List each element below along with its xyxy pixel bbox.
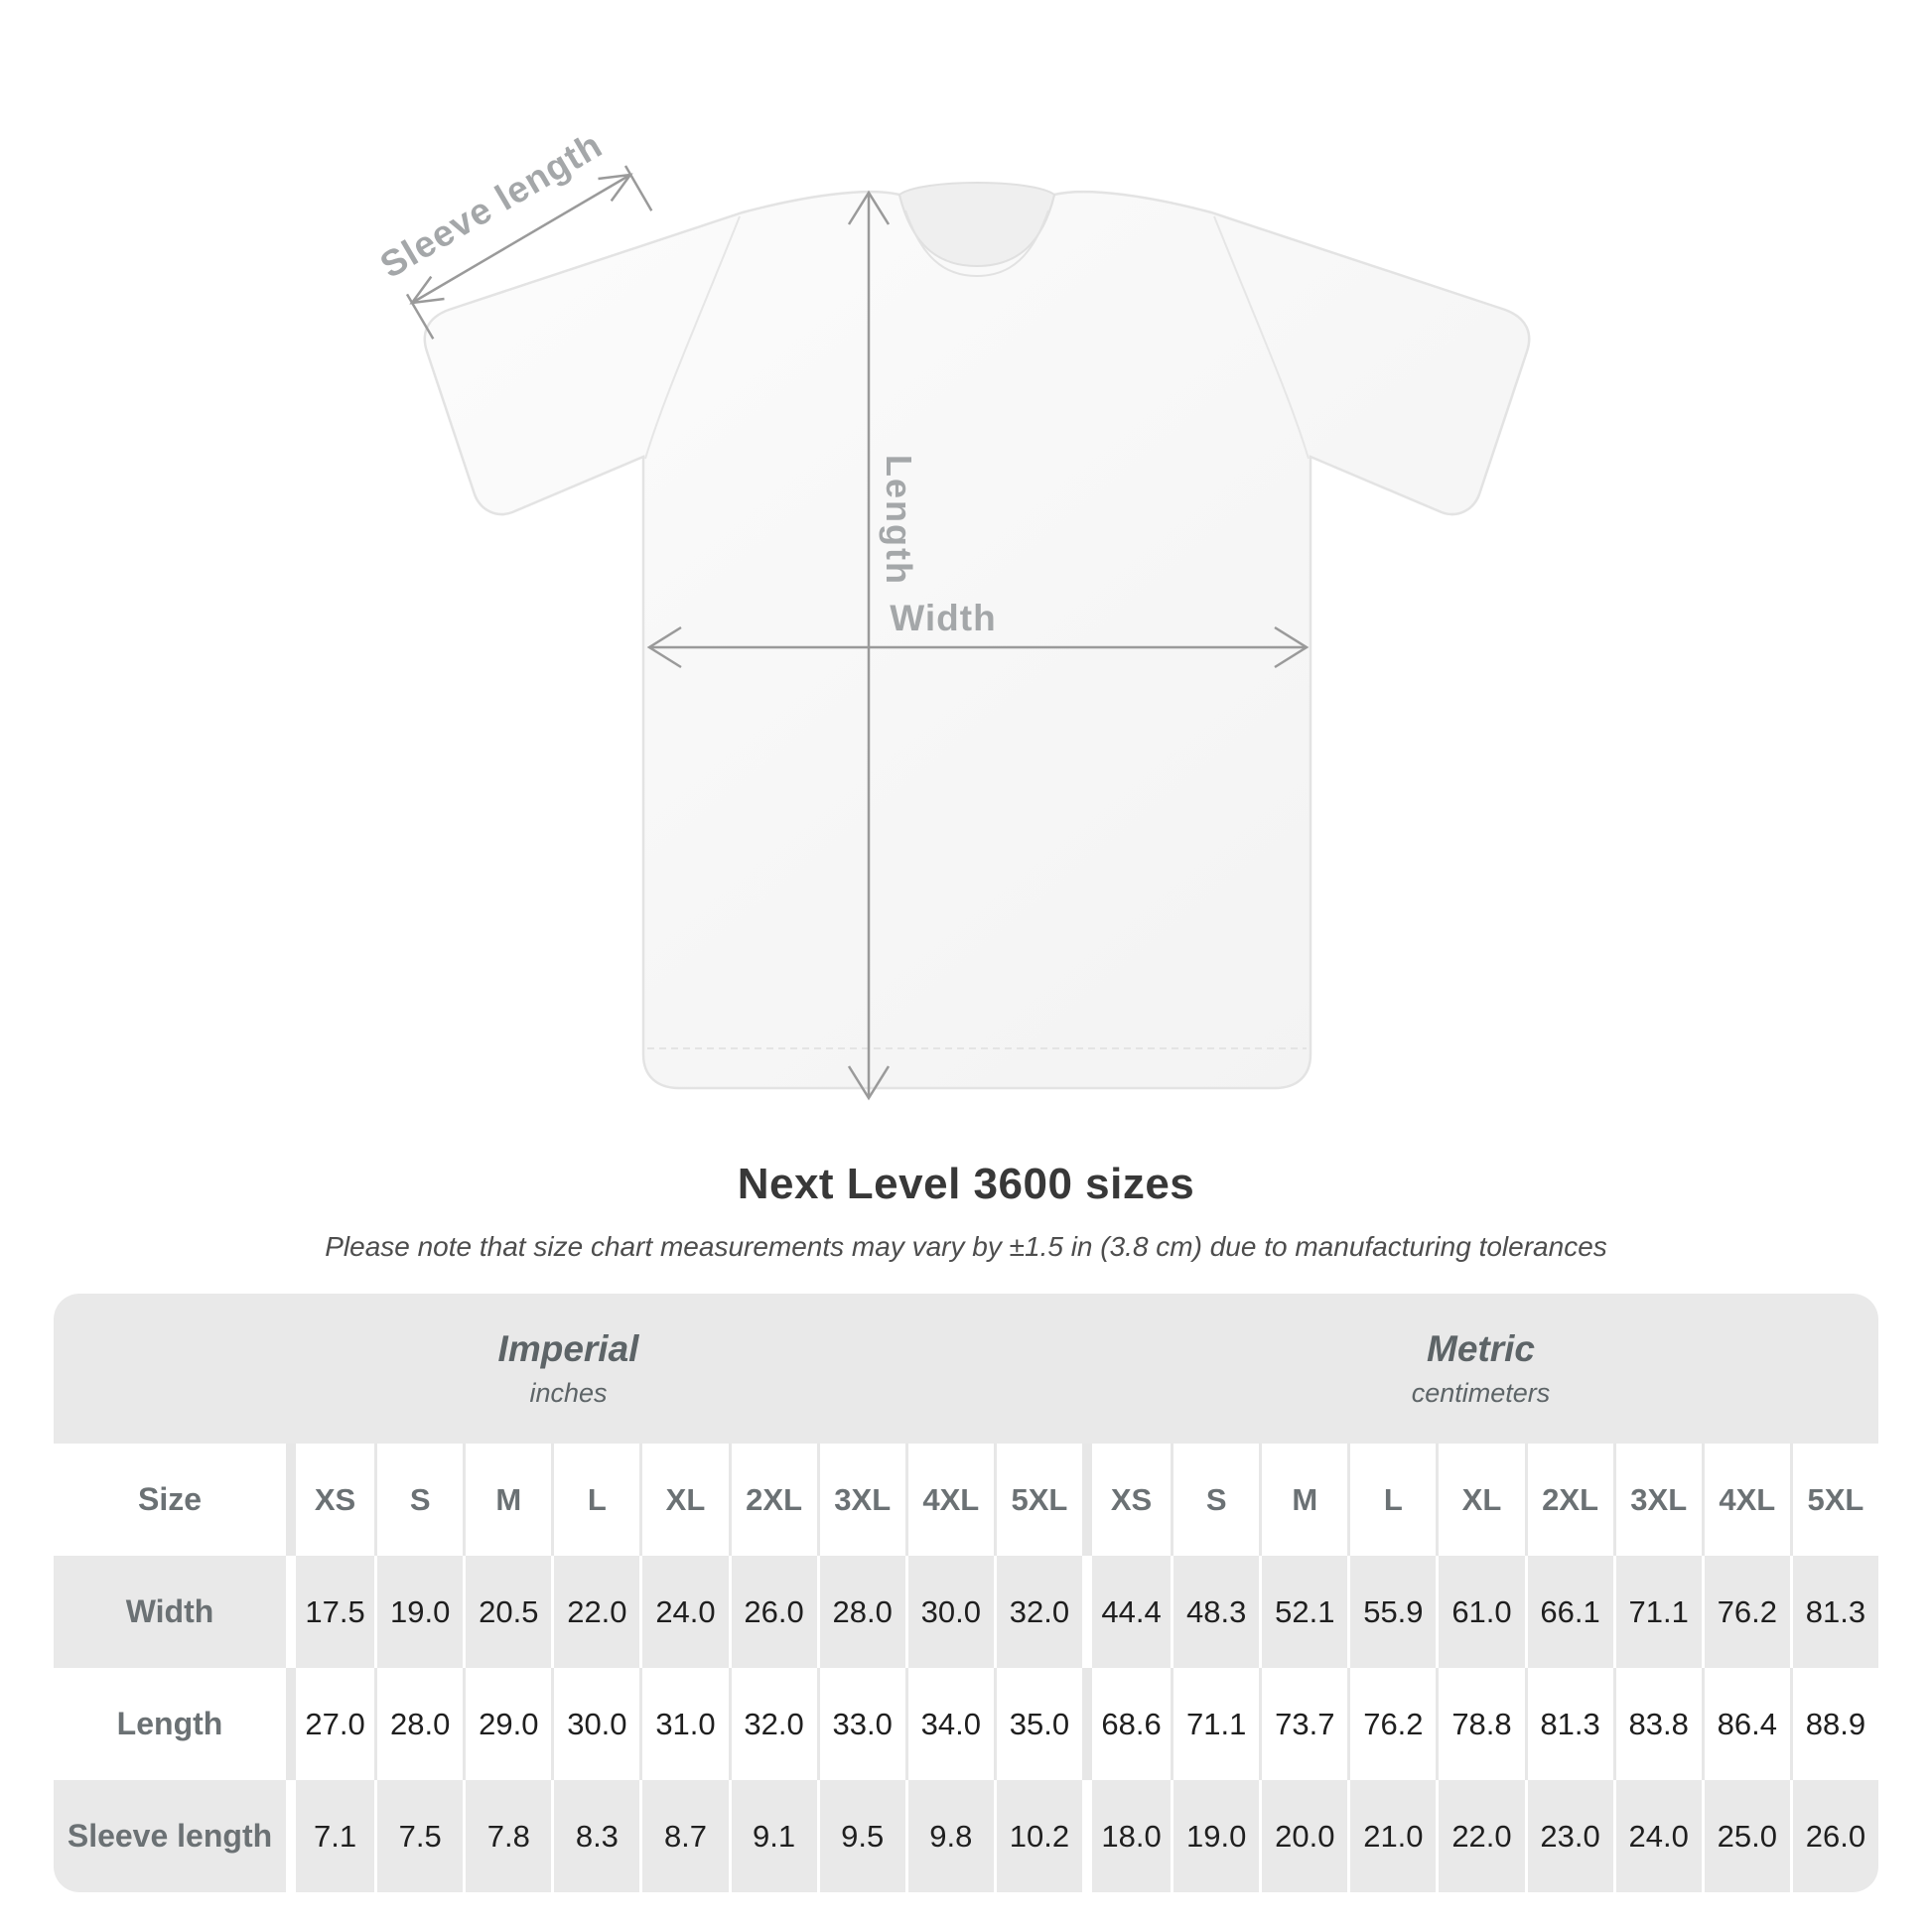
table-row-width — [54, 1556, 1878, 1668]
length-imperial-s: 28.0 — [374, 1668, 463, 1780]
tolerance-note: Please note that size chart measurements may vary by ±1.5 in (3.8 cm) due to manufacturing tolerances — [325, 1231, 1607, 1262]
sleeve-metric-l: 21.0 — [1347, 1780, 1436, 1892]
length-metric-l: 76.2 — [1347, 1668, 1436, 1780]
width-metric-l: 55.9 — [1347, 1556, 1436, 1668]
length-metric-xs: 68.6 — [1082, 1668, 1171, 1780]
size-header-imperial-2xl: 2XL — [729, 1444, 817, 1556]
size-header-imperial-4xl: 4XL — [905, 1444, 994, 1556]
page-title: Next Level 3600 sizes — [737, 1160, 1195, 1208]
width-imperial-s: 19.0 — [374, 1556, 463, 1668]
size-header-imperial-xs: XS — [286, 1444, 374, 1556]
size-header-metric-4xl: 4XL — [1702, 1444, 1790, 1556]
width-imperial-m: 20.5 — [463, 1556, 551, 1668]
size-header-metric-2xl: 2XL — [1525, 1444, 1613, 1556]
width-label: Width — [890, 598, 997, 638]
width-imperial-4xl: 30.0 — [905, 1556, 994, 1668]
width-imperial-xs: 17.5 — [286, 1556, 374, 1668]
sleeve-metric-xl: 22.0 — [1436, 1780, 1524, 1892]
size-header-metric-l: L — [1347, 1444, 1436, 1556]
length-imperial-5xl: 35.0 — [994, 1668, 1082, 1780]
size-header-imperial-s: S — [374, 1444, 463, 1556]
row-label-length: Length — [116, 1706, 223, 1741]
length-imperial-l: 30.0 — [551, 1668, 639, 1780]
width-imperial-l: 22.0 — [551, 1556, 639, 1668]
width-metric-s: 48.3 — [1171, 1556, 1259, 1668]
unit-group-band — [54, 1294, 1878, 1444]
length-metric-m: 73.7 — [1259, 1668, 1347, 1780]
size-header-imperial-5xl: 5XL — [994, 1444, 1082, 1556]
size-header-imperial-l: L — [551, 1444, 639, 1556]
imperial-group-unit: inches — [529, 1378, 608, 1408]
metric-group-header — [1083, 1294, 1878, 1444]
sleeve-metric-5xl: 26.0 — [1790, 1780, 1878, 1892]
imperial-group-name: Imperial — [497, 1328, 639, 1369]
length-imperial-xl: 31.0 — [639, 1668, 728, 1780]
metric-group-unit: centimeters — [1411, 1378, 1551, 1408]
length-label: Length — [879, 455, 919, 586]
width-imperial-2xl: 26.0 — [729, 1556, 817, 1668]
sleeve-metric-s: 19.0 — [1171, 1780, 1259, 1892]
size-header-metric-m: M — [1259, 1444, 1347, 1556]
sleeve-metric-m: 20.0 — [1259, 1780, 1347, 1892]
size-header-metric-xs: XS — [1082, 1444, 1171, 1556]
size-column-header: Size — [137, 1481, 203, 1517]
sleeve-length-label: Sleeve length — [372, 124, 610, 287]
size-header-metric-5xl: 5XL — [1790, 1444, 1878, 1556]
length-metric-3xl: 83.8 — [1613, 1668, 1702, 1780]
length-metric-5xl: 88.9 — [1790, 1668, 1878, 1780]
width-imperial-3xl: 28.0 — [817, 1556, 905, 1668]
width-metric-4xl: 76.2 — [1702, 1556, 1790, 1668]
width-metric-2xl: 66.1 — [1525, 1556, 1613, 1668]
row-label-sleeve-length: Sleeve length — [67, 1818, 273, 1854]
size-header-imperial-xl: XL — [639, 1444, 728, 1556]
length-imperial-2xl: 32.0 — [729, 1668, 817, 1780]
length-metric-s: 71.1 — [1171, 1668, 1259, 1780]
sleeve-imperial-s: 7.5 — [374, 1780, 463, 1892]
width-metric-xs: 44.4 — [1082, 1556, 1171, 1668]
width-imperial-5xl: 32.0 — [994, 1556, 1082, 1668]
length-imperial-3xl: 33.0 — [817, 1668, 905, 1780]
sleeve-imperial-xl: 8.7 — [639, 1780, 728, 1892]
size-header-imperial-m: M — [463, 1444, 551, 1556]
length-imperial-4xl: 34.0 — [905, 1668, 994, 1780]
sleeve-metric-xs: 18.0 — [1082, 1780, 1171, 1892]
table-row-length — [54, 1668, 1878, 1780]
sleeve-imperial-5xl: 10.2 — [994, 1780, 1082, 1892]
table-row-sleeve-length — [54, 1780, 1878, 1892]
width-metric-5xl: 81.3 — [1790, 1556, 1878, 1668]
size-header-row — [54, 1444, 1878, 1556]
sleeve-imperial-2xl: 9.1 — [729, 1780, 817, 1892]
sleeve-imperial-4xl: 9.8 — [905, 1780, 994, 1892]
sleeve-metric-2xl: 23.0 — [1525, 1780, 1613, 1892]
sleeve-metric-3xl: 24.0 — [1613, 1780, 1702, 1892]
sleeve-imperial-l: 8.3 — [551, 1780, 639, 1892]
length-imperial-xs: 27.0 — [286, 1668, 374, 1780]
width-imperial-xl: 24.0 — [639, 1556, 728, 1668]
width-metric-m: 52.1 — [1259, 1556, 1347, 1668]
size-header-imperial-3xl: 3XL — [817, 1444, 905, 1556]
sleeve-metric-4xl: 25.0 — [1702, 1780, 1790, 1892]
length-metric-2xl: 81.3 — [1525, 1668, 1613, 1780]
width-metric-xl: 61.0 — [1436, 1556, 1524, 1668]
length-metric-4xl: 86.4 — [1702, 1668, 1790, 1780]
length-imperial-m: 29.0 — [463, 1668, 551, 1780]
metric-group-name: Metric — [1427, 1328, 1535, 1369]
length-metric-xl: 78.8 — [1436, 1668, 1524, 1780]
row-label-width: Width — [125, 1593, 214, 1629]
size-table — [54, 1294, 1878, 1892]
width-metric-3xl: 71.1 — [1613, 1556, 1702, 1668]
size-header-metric-3xl: 3XL — [1613, 1444, 1702, 1556]
size-header-metric-s: S — [1171, 1444, 1259, 1556]
sleeve-imperial-m: 7.8 — [463, 1780, 551, 1892]
size-header-metric-xl: XL — [1436, 1444, 1524, 1556]
imperial-group-header — [54, 1294, 1083, 1444]
sleeve-imperial-3xl: 9.5 — [817, 1780, 905, 1892]
sleeve-imperial-xs: 7.1 — [286, 1780, 374, 1892]
